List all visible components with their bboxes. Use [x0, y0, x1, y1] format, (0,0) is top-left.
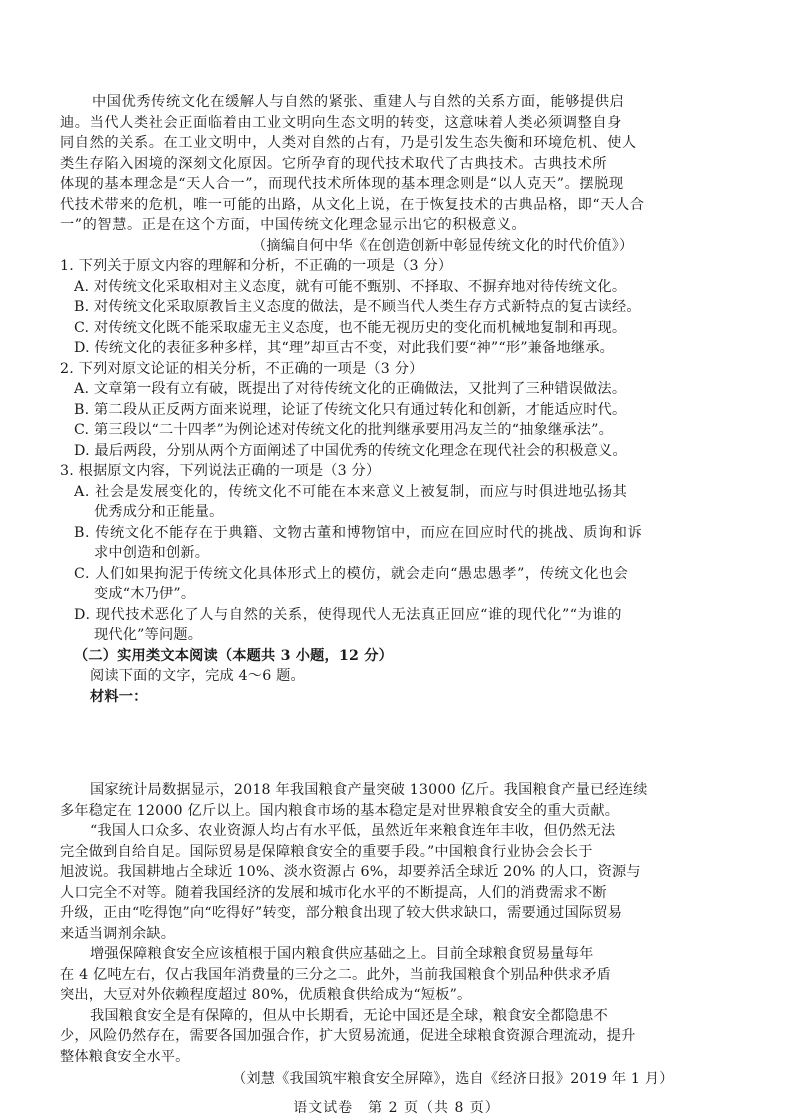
- material1-p2-line-1: “我国人口众多、农业资源人均占有水平低，虽然近年来粮食连年丰收，但仍然无法: [90, 823, 616, 839]
- material1-p3-line-1: 增强保障粮食安全应该植根于国内粮食供应基础之上。目前全球粮食贸易量每年: [90, 946, 594, 962]
- material1-p4-line-3: 整体粮食安全水平。: [60, 1048, 190, 1065]
- question-2-option-a: A. 文章第一段有立有破，既提出了对待传统文化的正确做法，又批判了三种错误做法。: [74, 381, 627, 397]
- material1-p3-line-3: 突出，大豆对外依赖程度超过 80%，优质粮食供给成为“短板”。: [60, 987, 472, 1003]
- question-1-stem: 1. 下列关于原文内容的理解和分析，不正确的一项是（3 分）: [60, 258, 453, 274]
- question-2-stem: 2. 下列对原文论证的相关分析，不正确的一项是（3 分）: [60, 360, 424, 377]
- question-2-option-d: D. 最后两段，分别从两个方面阐述了中国优秀的传统文化理念在现代社会的积极意义。: [74, 442, 627, 459]
- material1-p1-line-2: 多年稳定在 12000 亿斤以上。国内粮食市场的基本稳定是对世界粮食安全的重大贡献。: [60, 802, 620, 819]
- question-3-option-b-cont: 求中创造和创新。: [94, 545, 210, 561]
- question-3-option-a-cont: 优秀成分和正能量。: [94, 504, 224, 520]
- passage1-line-3: 同自然的关系。在工业文明中，人类对自然的占有，乃是引发生态失衡和环境危机、使人: [60, 135, 637, 151]
- material1-p2-line-4: 人口完全不对等。随着我国经济的发展和城市化水平的不断提高，人们的消费需求不断: [60, 884, 607, 901]
- question-3-option-d: D. 现代技术恶化了人与自然的关系，使得现代人无法真正回应“谁的现代化”“为谁的: [74, 606, 623, 623]
- footer: 语文试卷 第 2 页（共 8 页）: [293, 1100, 500, 1116]
- question-3-option-a: A. 社会是发展变化的，传统文化不可能在本来意义上被复制，而应与时俱进地弘扬其: [74, 483, 628, 500]
- question-3-option-c-cont: 变成“木乃伊”。: [94, 586, 196, 602]
- material1-p4-line-2: 少，风险仍然存在，需要各国加强合作，扩大贸易流通，促进全球粮食资源合理流动，提升: [60, 1028, 636, 1044]
- question-2-option-c: C. 第三段以“二十四孝”为例论述对传统文化的批判继承要用冯友兰的“抽象继承法”。: [74, 422, 613, 438]
- passage1-line-4: 类生存陷入困境的深刻文化原因。它所孕育的现代技术取代了古典技术。古典技术所: [60, 155, 608, 172]
- section-2-heading: （二）实用类文本阅读（本题共 3 小题，12 分）: [74, 647, 393, 664]
- passage1-line-1: 中国优秀传统文化在缓解人与自然的紧张、重建人与自然的关系方面，能够提供启: [92, 94, 625, 110]
- material1-p3-line-2: 在 4 亿吨左右，仅占我国年消费量的三分之二。此外，当前我国粮食个别品种供求矛盾: [60, 966, 611, 983]
- passage1-line-6: 代技术带来的危机，唯一可能的出路，从文化上说，在于恢复技术的古典品格，即“天人合: [60, 196, 645, 213]
- material1-p4-line-1: 我国粮食安全是有保障的，但从中长期看，无论中国还是全球，粮食安全都隐患不: [90, 1007, 608, 1024]
- question-3-option-b: B. 传统文化不能存在于典籍、文物古董和博物馆中，而应在回应时代的挑战、质询和诉: [74, 524, 643, 541]
- question-1-option-b: B. 对传统文化采取原教旨主义态度的做法，是不顾当代人类生存方式新特点的复古读经。: [74, 299, 641, 315]
- question-1-option-d: D. 传统文化的表征多种多样，其“理”却亘古不变，对此我们要“神”“形”兼备地继承。: [74, 340, 614, 356]
- material1-p2-line-6: 来适当调剂余缺。: [60, 925, 176, 942]
- section-2-instruction: 阅读下面的文字，完成 4～6 题。: [90, 668, 305, 684]
- question-3-stem: 3. 根据原文内容，下列说法正确的一项是（3 分）: [60, 463, 381, 479]
- question-3-option-d-cont: 现代化”等问题。: [94, 627, 203, 643]
- question-3-option-c: C. 人们如果拘泥于传统文化具体形式上的模仿，就会走向“愚忠愚孝”，传统文化也会: [74, 565, 629, 582]
- material1-p2-line-2: 完全做到自给自足。国际贸易是保障粮食安全的重要手段。”中国粮食行业协会会长于: [60, 843, 593, 860]
- question-1-option-a: A. 对传统文化采取相对主义态度，就有可能不甄别、不择取、不摒弃地对待传统文化。: [74, 278, 627, 295]
- passage1-line-7: 一”的智慧。正是在这个方面，中国传统文化理念显示出它的积极意义。: [60, 217, 527, 233]
- question-2-option-b: B. 第二段从正反两方面来说理，论证了传统文化只有通过转化和创新，才能适应时代。: [74, 401, 627, 418]
- material-1-label: 材料一：: [90, 688, 148, 705]
- passage1-line-2: 迪。当代人类社会正面临着由工业文明向生态文明的转变，这意味着人类必须调整自身: [60, 114, 622, 131]
- material1-p1-line-1: 国家统计局数据显示，2018 年我国粮食产量突破 13000 亿斤。我国粮食产量已经连续: [90, 782, 648, 798]
- question-1-option-c: C. 对传统文化既不能采取虚无主义态度，也不能无视历史的变化而机械地复制和再现。: [74, 319, 627, 336]
- material1-p2-line-5: 升级，正由“吃得饱”向“吃得好”转变，部分粮食出现了较大供求缺口，需要通过国际贸易: [60, 905, 623, 921]
- material1-p2-line-3: 旭波说。我国耕地占全球近 10%、淡水资源占 6%，却要养活全球近 20% 的人口，资源与: [60, 864, 641, 880]
- material1-source: （刘慧《我国筑牢粮食安全屏障》，选自《经济日报》2019 年 1 月）: [232, 1071, 674, 1087]
- passage1-line-5: 体现的基本理念是“天人合一”，而现代技术所体现的基本理念则是“以人克天”。摆脱现: [60, 176, 624, 192]
- passage1-source: （摘编自何中华《在创造创新中彰显传统文化的时代价值》）: [252, 237, 634, 254]
